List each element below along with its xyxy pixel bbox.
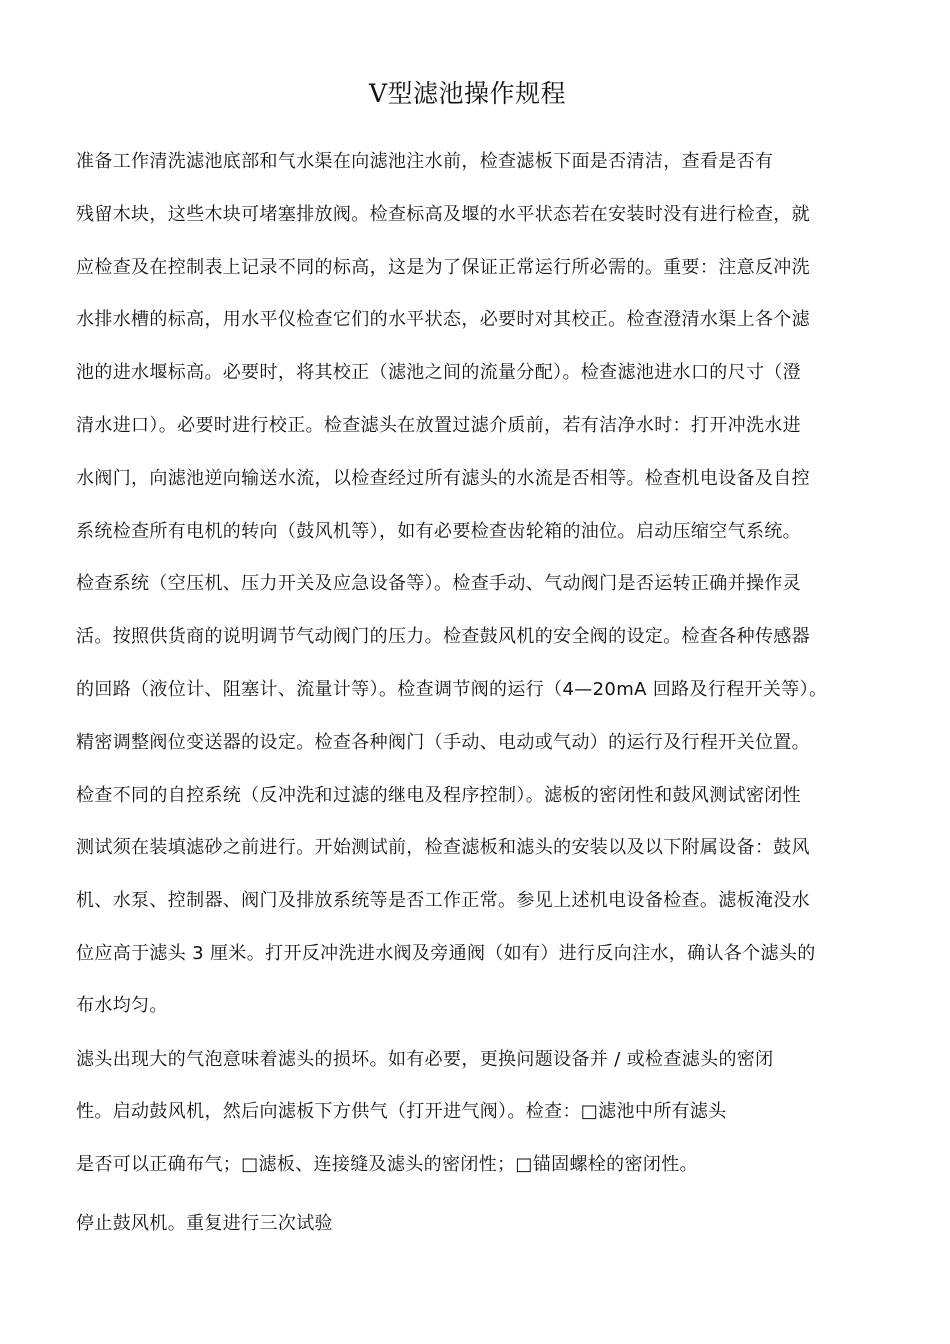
paragraph-line: 系统检查所有电机的转向（鼓风机等），如有必要检查齿轮箱的油位。启动压缩空气系统。 <box>76 521 801 542</box>
paragraph-line: 是否可以正确布气；□滤板、连接缝及滤头的密闭性；□锚固螺栓的密闭性。 <box>76 1154 698 1175</box>
paragraph-line: 精密调整阀位变送器的设定。检查各种阀门（手动、电动或气动）的运行及行程开关位置。 <box>76 732 810 753</box>
paragraph-line: 应检查及在控制表上记录不同的标高，这是为了保证正常运行所必需的。重要：注意反冲洗 <box>76 257 810 278</box>
paragraph-line: 检查不同的自控系统（反冲洗和过滤的继电及程序控制）。滤板的密闭性和鼓风测试密闭性 <box>76 785 801 806</box>
paragraph-line: 测试须在装填滤砂之前进行。开始测试前，检查滤板和滤头的安装以及以下附属设备：鼓风 <box>76 837 810 858</box>
paragraph-line: 滤头出现大的气泡意味着滤头的损坏。如有必要，更换问题设备并 / 或检查滤头的密闭 <box>76 1049 774 1070</box>
paragraph-line: 清水进口）。必要时进行校正。检查滤头在放置过滤介质前，若有洁净水时：打开冲洗水进 <box>76 415 801 436</box>
paragraph-line: 准备工作清洗滤池底部和气水渠在向滤池注水前，检查滤板下面是否清洁，查看是否有 <box>76 151 774 172</box>
paragraph-line: 位应高于滤头 3 厘米。打开反冲洗进水阀及旁通阀（如有）进行反向注水，确认各个滤头的 <box>76 943 816 964</box>
paragraph-line: 活。按照供货商的说明调节气动阀门的压力。检查鼓风机的安全阀的设定。检查各种传感器 <box>76 626 810 647</box>
paragraph-line: 机、水泵、控制器、阀门及排放系统等是否工作正常。参见上述机电设备检查。滤板淹没水 <box>76 890 810 911</box>
paragraph-line: 水排水槽的标高，用水平仪检查它们的水平状态，必要时对其校正。检查澄清水渠上各个滤 <box>76 309 810 330</box>
paragraph-line: 水阀门，向滤池逆向输送水流，以检查经过所有滤头的水流是否相等。检查机电设备及自控 <box>76 468 810 489</box>
paragraph-line: 性。启动鼓风机，然后向滤板下方供气（打开进气阀）。检查：□滤池中所有滤头 <box>76 1101 727 1122</box>
paragraph-line: 残留木块，这些木块可堵塞排放阀。检查标高及堰的水平状态若在安装时没有进行检查，就 <box>76 204 810 225</box>
paragraph-line: 检查系统（空压机、压力开关及应急设备等）。检查手动、气动阀门是否运转正确并操作灵 <box>76 573 801 594</box>
paragraph-line: 的回路（液位计、阻塞计、流量计等）。检查调节阀的运行（4—20mA 回路及行程开关等）。 <box>76 679 828 700</box>
paragraph-line: 停止鼓风机。重复进行三次试验 <box>76 1213 333 1234</box>
paragraph-line: 布水均匀。 <box>76 995 168 1016</box>
document-title: V型滤池操作规程 <box>368 79 567 108</box>
paragraph-line: 池的进水堰标高。必要时，将其校正（滤池之间的流量分配）。检查滤池进水口的尺寸（澄 <box>76 362 801 383</box>
